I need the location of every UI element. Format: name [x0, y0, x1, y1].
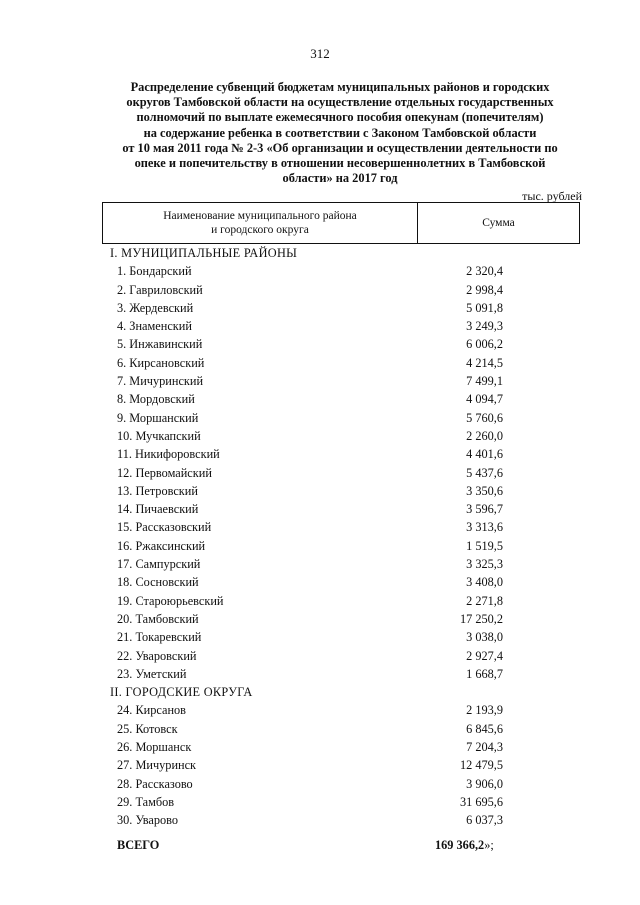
- row-value: 5 437,6: [466, 465, 503, 480]
- title-line: полномочий по выплате ежемесячного пособия опекунам (попечителям): [136, 110, 544, 125]
- total-label: ВСЕГО: [117, 837, 160, 852]
- total-row: [0, 837, 640, 859]
- row-name: 21. Токаревский: [117, 630, 202, 645]
- row-value: 17 250,2: [459, 611, 503, 626]
- header-name-line1: Наименование муниципального района: [163, 210, 357, 222]
- table-row: [0, 593, 640, 611]
- table-body: [0, 245, 640, 859]
- table-row: [0, 336, 640, 354]
- row-name: 8. Мордовский: [117, 392, 195, 407]
- row-name: 30. Уварово: [117, 813, 179, 828]
- section-rows: [0, 702, 640, 830]
- table-row: [0, 648, 640, 666]
- row-name: 7. Мичуринский: [117, 374, 204, 389]
- row-value: 7 499,1: [466, 374, 503, 389]
- row-name: 28. Рассказово: [117, 776, 193, 791]
- row-value: 6 006,2: [466, 337, 503, 352]
- row-name: 23. Уметский: [117, 666, 187, 681]
- row-name: 12. Первомайский: [117, 465, 212, 480]
- title-line: опеке и попечительству в отношении несовершеннолетних в Тамбовской: [134, 156, 546, 171]
- title-line: области» на 2017 год: [282, 171, 398, 186]
- total-suffix: »;: [484, 837, 494, 852]
- table-row: [0, 776, 640, 794]
- row-value: 3 596,7: [466, 502, 503, 517]
- row-value: 2 193,9: [466, 703, 503, 718]
- row-name: 17. Сампурский: [117, 557, 201, 572]
- table-row: [0, 611, 640, 629]
- row-value: 2 927,4: [466, 648, 503, 663]
- row-value: 3 325,3: [466, 557, 503, 572]
- row-value: 6 845,6: [466, 721, 503, 736]
- row-name: 2. Гавриловский: [117, 282, 203, 297]
- page-number: 312: [310, 46, 330, 61]
- row-value: 12 479,5: [459, 758, 503, 773]
- row-name: 19. Староюрьевский: [117, 593, 224, 608]
- section-title: I. МУНИЦИПАЛЬНЫЕ РАЙОНЫ: [110, 246, 298, 260]
- row-name: 1. Бондарский: [117, 264, 192, 279]
- row-name: 29. Тамбов: [117, 794, 175, 809]
- row-name: 16. Ржаксинский: [117, 538, 206, 553]
- row-value: 5 760,6: [466, 410, 503, 425]
- row-name: 25. Котовск: [117, 721, 178, 736]
- section-header: [0, 684, 640, 702]
- row-value: 2 271,8: [466, 593, 503, 608]
- row-value: 2 320,4: [466, 264, 503, 279]
- table-row: [0, 702, 640, 720]
- table-row: [0, 391, 640, 409]
- title-line: от 10 мая 2011 года № 2-3 «Об организации и осуществлении деятельности по: [122, 140, 558, 155]
- row-value: 31 695,6: [459, 794, 503, 809]
- table-row: [0, 355, 640, 373]
- row-value: 4 094,7: [466, 392, 503, 407]
- row-name: 4. Знаменский: [117, 319, 192, 334]
- row-value: 4 401,6: [466, 447, 503, 462]
- row-value: 3 038,0: [466, 630, 503, 645]
- table-row: [0, 300, 640, 318]
- row-name: 20. Тамбовский: [117, 611, 199, 626]
- table-row: [0, 263, 640, 281]
- table-row: [0, 501, 640, 519]
- row-name: 14. Пичаевский: [117, 502, 199, 517]
- row-value: 3 249,3: [466, 319, 503, 334]
- row-name: 15. Рассказовский: [117, 520, 212, 535]
- table-row: [0, 282, 640, 300]
- row-name: 13. Петровский: [117, 483, 198, 498]
- table-row: [0, 538, 640, 556]
- title-line: Распределение субвенций бюджетам муниципальных районов и городских: [130, 80, 550, 94]
- table-row: [0, 373, 640, 391]
- table-row: [0, 446, 640, 464]
- table-row: [0, 519, 640, 537]
- section-title: II. ГОРОДСКИЕ ОКРУГА: [110, 685, 253, 700]
- row-value: 3 350,6: [466, 483, 503, 498]
- row-value: 3 408,0: [466, 575, 503, 590]
- table-row: [0, 794, 640, 812]
- row-value: 3 313,6: [466, 520, 503, 535]
- table-row: [0, 483, 640, 501]
- row-name: 5. Инжавинский: [117, 337, 203, 352]
- header-name-line2: и городского округа: [211, 224, 309, 236]
- total-value-cell: [435, 838, 494, 853]
- table-row: [0, 410, 640, 428]
- row-name: 26. Моршанск: [117, 740, 192, 755]
- table-header: [102, 202, 580, 244]
- row-value: 4 214,5: [466, 355, 503, 370]
- table-row: [0, 666, 640, 684]
- table-row: [0, 556, 640, 574]
- table-row: [0, 812, 640, 830]
- table-row: [0, 721, 640, 739]
- row-name: 24. Кирсанов: [117, 703, 186, 718]
- title-line: на содержание ребенка в соответствии с Законом Тамбовской области: [143, 125, 537, 140]
- document-title: [100, 80, 580, 186]
- row-value: 5 091,8: [466, 300, 503, 315]
- total-value: 169 366,2: [435, 837, 485, 852]
- table-row: [0, 574, 640, 592]
- row-name: 10. Мучкапский: [117, 428, 201, 443]
- row-value: 3 906,0: [466, 776, 503, 791]
- row-name: 22. Уваровский: [117, 648, 197, 663]
- row-name: 3. Жердевский: [117, 300, 194, 315]
- row-name: 11. Никифоровский: [117, 447, 220, 462]
- row-name: 9. Моршанский: [117, 410, 199, 425]
- section-header: [0, 245, 640, 263]
- table-row: [0, 629, 640, 647]
- row-value: 2 998,4: [466, 282, 503, 297]
- units-label: тыс. рублей: [522, 189, 582, 203]
- header-name-column: [102, 203, 418, 243]
- table-row: [0, 428, 640, 446]
- table-row: [0, 465, 640, 483]
- row-name: 18. Сосновский: [117, 575, 199, 590]
- title-line: округов Тамбовской области на осуществление отдельных государственных: [126, 95, 554, 110]
- row-value: 6 037,3: [466, 813, 503, 828]
- section-rows: [0, 263, 640, 684]
- table-row: [0, 318, 640, 336]
- header-sum-column: Сумма: [418, 203, 580, 243]
- row-value: 7 204,3: [466, 740, 503, 755]
- row-name: 6. Кирсановский: [117, 355, 205, 370]
- row-value: 2 260,0: [466, 428, 503, 443]
- table-row: [0, 757, 640, 775]
- row-value: 1 519,5: [466, 538, 503, 553]
- row-value: 1 668,7: [466, 666, 503, 681]
- table-row: [0, 739, 640, 757]
- row-name: 27. Мичуринск: [117, 758, 197, 773]
